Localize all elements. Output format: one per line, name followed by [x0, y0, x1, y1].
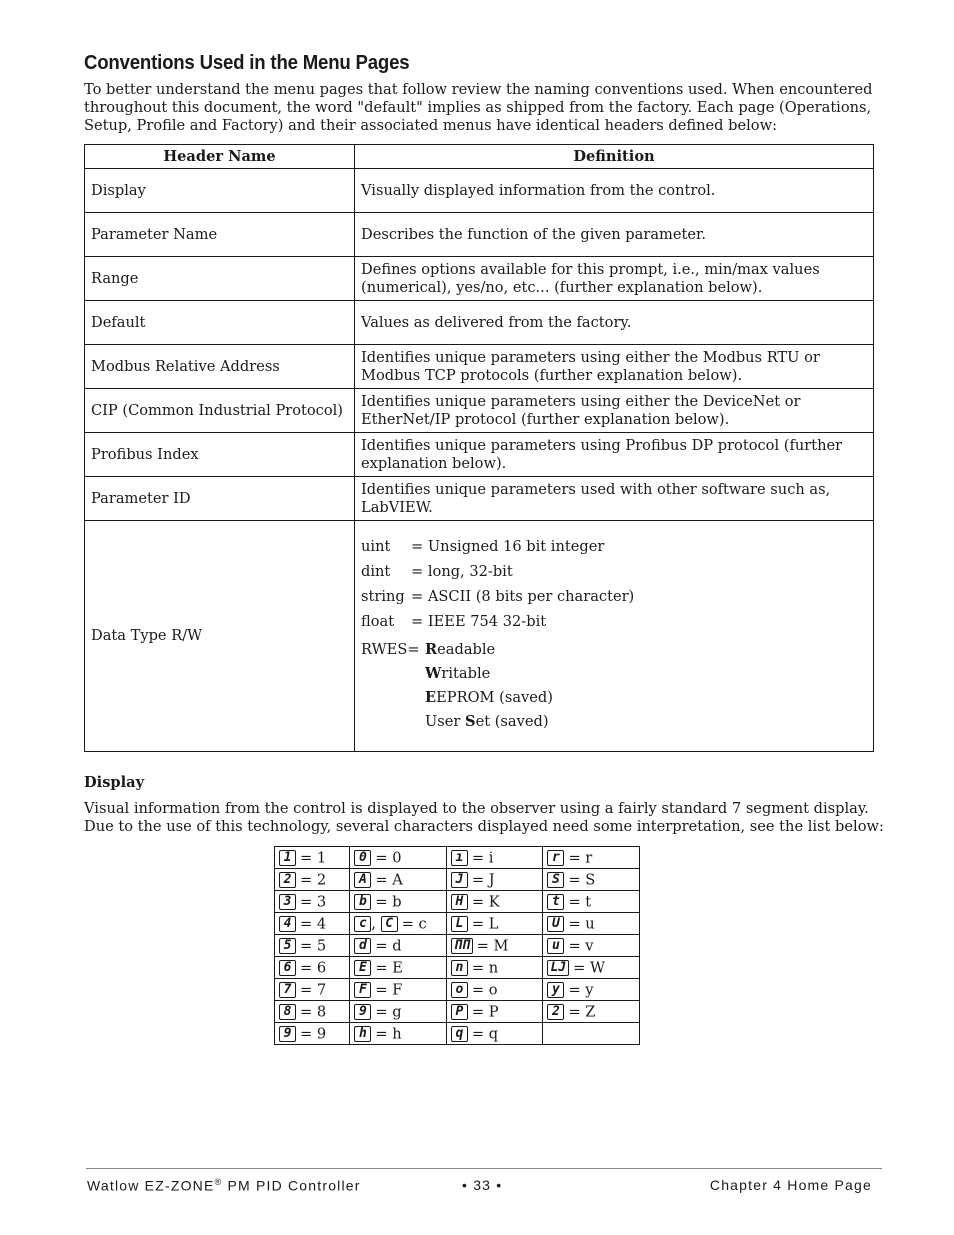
- char-row: [275, 935, 640, 957]
- char-cell: [350, 1023, 447, 1045]
- header-name-cell: Parameter ID: [85, 477, 355, 521]
- segment-glyph-icon: t: [547, 894, 564, 910]
- data-type-entry: [361, 563, 867, 581]
- data-type-value: = Unsigned 16 bit integer: [411, 538, 605, 555]
- char-cell: [543, 957, 640, 979]
- char-meaning: = 7: [300, 981, 327, 999]
- footer-divider: [86, 1168, 882, 1169]
- rwes-letter: S: [465, 713, 476, 730]
- segment-glyph-icon: d: [354, 938, 371, 954]
- segment-glyph-icon: 3: [279, 894, 296, 910]
- data-type-entry: [361, 538, 867, 556]
- char-cell: [275, 847, 350, 869]
- definition-cell: Identifies unique parameters using either the Modbus RTU or Modbus TCP protocols (further explanation below).: [355, 345, 874, 389]
- char-meaning: = E: [375, 959, 403, 977]
- header-definitions-table: [84, 144, 874, 752]
- char-cell: [350, 913, 447, 935]
- char-meaning: = 0: [375, 849, 402, 867]
- char-cell: [543, 1023, 640, 1045]
- segment-glyph-icon: 7: [279, 982, 296, 998]
- table-row: [85, 213, 874, 257]
- char-meaning: = u: [568, 915, 595, 933]
- rwes-key-text: RWES: [361, 641, 408, 658]
- segment-glyph-icon: 1: [279, 850, 296, 866]
- definition-cell: Defines options available for this prompt, i.e., min/max values (numerical), yes/no, etc... (further explanation below).: [355, 257, 874, 301]
- char-cell: [446, 935, 543, 957]
- glyph-separator: ,: [371, 914, 381, 932]
- footer-product: [87, 1177, 361, 1194]
- char-meaning: = A: [375, 871, 403, 889]
- rwes-word: et (saved): [475, 713, 549, 730]
- char-cell: [446, 979, 543, 1001]
- table-row: [85, 433, 874, 477]
- header-name-cell: Default: [85, 301, 355, 345]
- segment-glyph-icon: LJ: [547, 960, 569, 976]
- char-meaning: = 1: [300, 849, 327, 867]
- char-meaning: = i: [471, 849, 494, 867]
- rwes-entry: [361, 710, 867, 734]
- char-meaning: = q: [471, 1025, 499, 1043]
- data-type-cell: [355, 521, 874, 752]
- header-name-cell: Profibus Index: [85, 433, 355, 477]
- char-row: [275, 891, 640, 913]
- rwes-letter: W: [425, 665, 442, 682]
- char-meaning: = W: [573, 959, 605, 977]
- char-meaning: = h: [375, 1025, 402, 1043]
- char-cell: [275, 957, 350, 979]
- char-meaning: = F: [375, 981, 403, 999]
- segment-glyph-icon: ΠΠ: [451, 938, 473, 954]
- definition-cell: Identifies unique parameters using either the DeviceNet or EtherNet/IP protocol (further explanation below).: [355, 389, 874, 433]
- char-cell: [543, 891, 640, 913]
- segment-glyph-icon: q: [451, 1026, 468, 1042]
- char-cell: [446, 1023, 543, 1045]
- footer-product-name: Watlow EZ-ZONE: [87, 1177, 215, 1194]
- char-row: [275, 979, 640, 1001]
- char-meaning: = 4: [300, 915, 327, 933]
- table-row: [85, 521, 874, 752]
- char-row: [275, 913, 640, 935]
- char-meaning: = n: [471, 959, 499, 977]
- definition-cell: Identifies unique parameters using Profibus DP protocol (further explanation below).: [355, 433, 874, 477]
- char-meaning: = Z: [568, 1003, 596, 1021]
- definition-cell: Visually displayed information from the control.: [355, 169, 874, 213]
- data-type-entry: [361, 613, 867, 631]
- char-cell: [350, 957, 447, 979]
- char-meaning: = d: [375, 937, 402, 955]
- table-row: [85, 477, 874, 521]
- char-meaning: = 2: [300, 871, 327, 889]
- segment-glyph-icon: J: [451, 872, 468, 888]
- definition-cell: Values as delivered from the factory.: [355, 301, 874, 345]
- char-meaning: = P: [471, 1003, 499, 1021]
- segment-glyph-icon: o: [451, 982, 468, 998]
- char-cell: [350, 935, 447, 957]
- rwes-entry: [361, 686, 867, 710]
- char-cell: [446, 847, 543, 869]
- segment-glyph-icon: H: [451, 894, 468, 910]
- segment-glyph-icon: 9: [279, 1026, 296, 1042]
- segment-glyph-icon: 2: [547, 1004, 564, 1020]
- display-heading: Display: [84, 774, 145, 791]
- segment-glyph-icon: u: [547, 938, 564, 954]
- segment-glyph-icon: L: [451, 916, 468, 932]
- char-meaning: = o: [471, 981, 498, 999]
- segment-glyph-icon: y: [547, 982, 564, 998]
- table-row: [85, 257, 874, 301]
- char-cell: [275, 935, 350, 957]
- definition-cell: Identifies unique parameters used with other software such as, LabVIEW.: [355, 477, 874, 521]
- segment-glyph-icon: 8: [279, 1004, 296, 1020]
- char-cell: [543, 913, 640, 935]
- char-meaning: = b: [375, 893, 402, 911]
- char-cell: [543, 1001, 640, 1023]
- segment-glyph-icon: A: [354, 872, 371, 888]
- seven-segment-character-table: [274, 846, 640, 1045]
- char-meaning: = t: [568, 893, 592, 911]
- segment-glyph-icon: n: [451, 960, 468, 976]
- segment-glyph-icon: F: [354, 982, 371, 998]
- char-meaning: = 3: [300, 893, 327, 911]
- char-meaning: = 8: [300, 1003, 327, 1021]
- data-type-value: = ASCII (8 bits per character): [411, 588, 635, 605]
- char-cell: [350, 869, 447, 891]
- char-cell: [350, 891, 447, 913]
- intro-paragraph: To better understand the menu pages that follow review the naming conventions used. When encountered throughout this document, the word "default" implies as shipped from the factory. Each page (Operations, Setup, Profile and Factory) and their associated menus have identical headers defined below:: [84, 81, 873, 134]
- rwes-equals: =: [407, 641, 420, 658]
- char-cell: [275, 1023, 350, 1045]
- segment-glyph-icon: b: [354, 894, 371, 910]
- footer-page-number: • 33 •: [462, 1177, 503, 1193]
- segment-glyph-icon: 5: [279, 938, 296, 954]
- char-meaning: = 5: [300, 937, 327, 955]
- char-cell: [350, 979, 447, 1001]
- segment-glyph-icon: c: [354, 916, 371, 932]
- column-header-definition: Definition: [355, 145, 874, 169]
- data-type-key: string: [361, 588, 405, 605]
- header-name-cell: Display: [85, 169, 355, 213]
- char-row: [275, 957, 640, 979]
- char-cell: [446, 957, 543, 979]
- table-row: [85, 345, 874, 389]
- char-cell: [543, 869, 640, 891]
- segment-glyph-icon: P: [451, 1004, 468, 1020]
- char-meaning: = v: [568, 937, 594, 955]
- char-meaning: = y: [568, 981, 594, 999]
- char-cell: [350, 847, 447, 869]
- char-meaning: = J: [471, 871, 495, 889]
- char-meaning: = L: [471, 915, 499, 933]
- char-row: [275, 869, 640, 891]
- segment-glyph-icon: S: [547, 872, 564, 888]
- char-cell: [275, 891, 350, 913]
- data-type-entry: [361, 588, 867, 606]
- char-meaning: = r: [568, 849, 593, 867]
- rwes-prefix: User: [425, 713, 466, 730]
- segment-glyph-icon: U: [547, 916, 564, 932]
- char-meaning: = M: [476, 937, 509, 955]
- char-cell: [275, 1001, 350, 1023]
- char-meaning: = g: [375, 1003, 402, 1021]
- rwes-word: ritable: [441, 665, 491, 682]
- char-meaning: = c: [401, 915, 427, 933]
- char-meaning: = 9: [300, 1025, 327, 1043]
- footer-product-model: PM PID Controller: [222, 1177, 361, 1194]
- char-cell: [446, 891, 543, 913]
- rwes-key: [361, 638, 425, 662]
- segment-glyph-icon: 0: [354, 850, 371, 866]
- char-cell: [275, 979, 350, 1001]
- data-type-key: dint: [361, 563, 391, 580]
- segment-glyph-icon: r: [547, 850, 564, 866]
- table-row: [85, 169, 874, 213]
- column-header-name: Header Name: [85, 145, 355, 169]
- char-row: [275, 847, 640, 869]
- header-name-cell: Modbus Relative Address: [85, 345, 355, 389]
- data-type-value: = long, 32-bit: [411, 563, 513, 580]
- char-meaning: = 6: [300, 959, 327, 977]
- segment-glyph-icon: E: [354, 960, 371, 976]
- rwes-entry: [361, 662, 867, 686]
- segment-glyph-icon: ı: [451, 850, 468, 866]
- rwes-word: eadable: [437, 641, 496, 658]
- char-row: [275, 1001, 640, 1023]
- char-cell: [446, 1001, 543, 1023]
- char-meaning: = S: [568, 871, 596, 889]
- header-name-cell: Range: [85, 257, 355, 301]
- segment-glyph-icon: 6: [279, 960, 296, 976]
- rwes-entry: [361, 638, 867, 662]
- rwes-letter: E: [425, 689, 437, 706]
- char-cell: [543, 847, 640, 869]
- char-cell: [543, 979, 640, 1001]
- char-cell: [275, 913, 350, 935]
- data-type-key: float: [361, 613, 395, 630]
- char-cell: [275, 869, 350, 891]
- table-row: [85, 301, 874, 345]
- footer-chapter: Chapter 4 Home Page: [709, 1177, 872, 1193]
- data-type-key: uint: [361, 538, 391, 555]
- char-cell: [350, 1001, 447, 1023]
- definition-cell: Describes the function of the given parameter.: [355, 213, 874, 257]
- display-paragraph: Visual information from the control is displayed to the observer using a fairly standard 7 segment display. Due to the use of this technology, several characters displayed need some interpretation, see the list below:: [84, 800, 884, 835]
- char-cell: [446, 913, 543, 935]
- rwes-letter: R: [425, 641, 438, 658]
- segment-glyph-icon: 9: [354, 1004, 371, 1020]
- page-title: Conventions Used in the Menu Pages: [84, 52, 410, 74]
- segment-glyph-icon: C: [381, 916, 398, 932]
- segment-glyph-icon: h: [354, 1026, 371, 1042]
- segment-glyph-icon: 2: [279, 872, 296, 888]
- header-name-cell: CIP (Common Industrial Protocol): [85, 389, 355, 433]
- table-row: [85, 389, 874, 433]
- segment-glyph-icon: 4: [279, 916, 296, 932]
- rwes-word: EPROM (saved): [436, 689, 553, 706]
- header-name-cell: Data Type R/W: [85, 521, 355, 752]
- char-meaning: = K: [471, 893, 500, 911]
- char-cell: [543, 935, 640, 957]
- header-name-cell: Parameter Name: [85, 213, 355, 257]
- char-row: [275, 1023, 640, 1045]
- footer-registered-mark: ®: [214, 1177, 223, 1187]
- data-type-value: = IEEE 754 32-bit: [411, 613, 547, 630]
- char-cell: [446, 869, 543, 891]
